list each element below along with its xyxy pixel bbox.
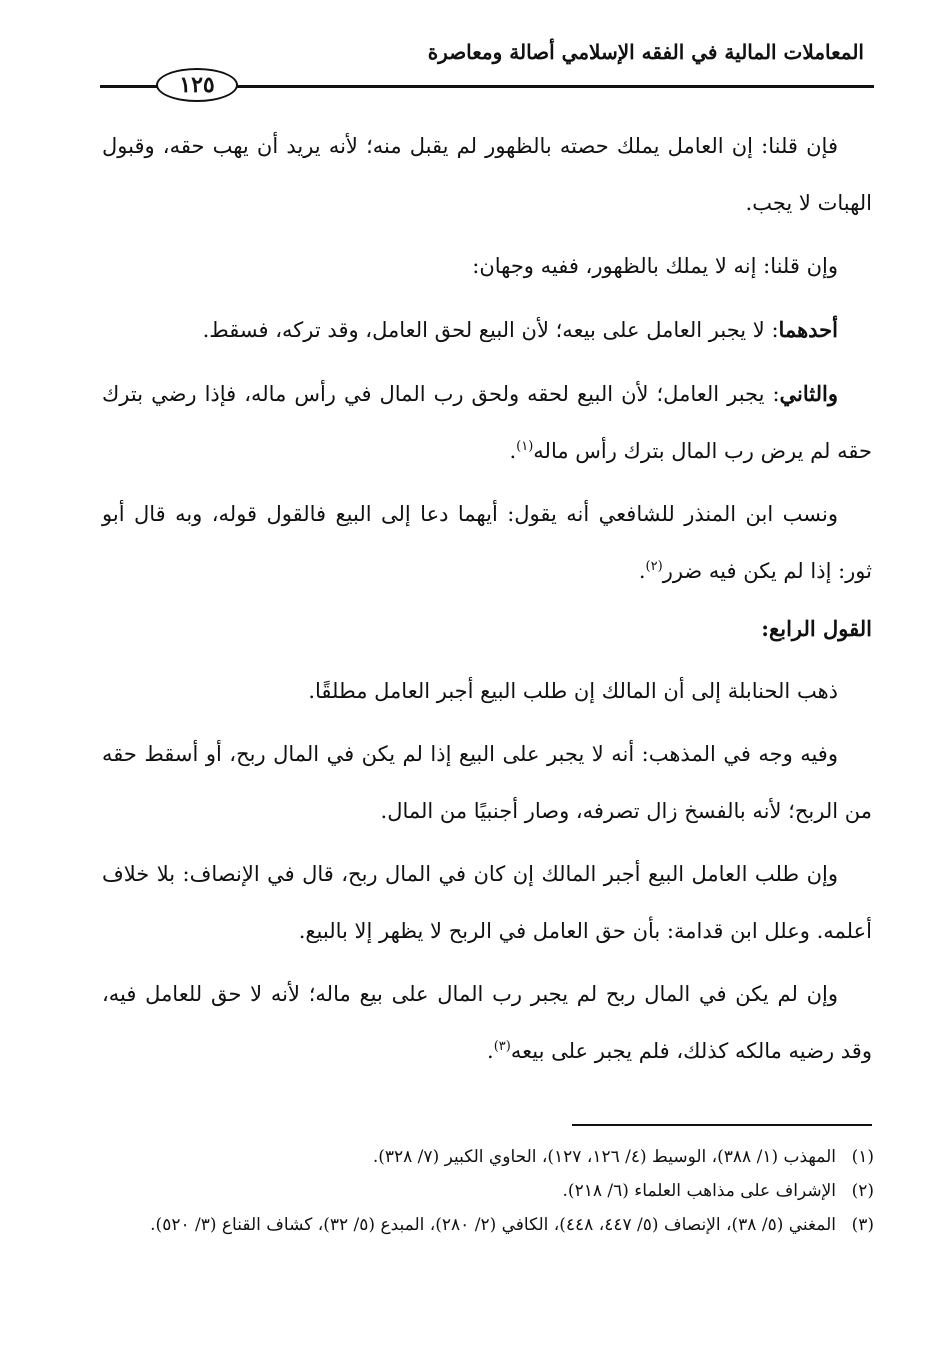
paragraph-4-lead: والثاني [779, 381, 838, 406]
paragraph-8: وإن طلب العامل البيع أجبر المالك إن كان في المال ربح، قال في الإنصاف: بلا خلاف أعلمه. وعلل ابن قدامة: بأن حق العامل في الربح لا يظهر إلا بالبيع. [102, 862, 872, 943]
paragraph-5-text: ونسب ابن المنذر للشافعي أنه يقول: أيهما دعا إلى البيع فالقول قوله، وبه قال أبو ثور: إذا لم يكن فيه ضرر [102, 502, 872, 583]
paragraph-3-text: : لا يجبر العامل على بيعه؛ لأن البيع لحق العامل، وقد تركه، فسقط. [202, 318, 779, 342]
footnote-2 [102, 1174, 874, 1208]
footnote-number: (١) [851, 1147, 874, 1167]
paragraph-4 [102, 365, 872, 480]
paragraph-2: وإن قلنا: إنه لا يملك بالظهور، ففيه وجهان: [472, 254, 838, 278]
footnote-number: (٣) [851, 1215, 874, 1235]
paragraph-9-text: وإن لم يكن في المال ربح لم يجبر رب المال على بيع ماله؛ لأنه لا حق للعامل فيه، وقد رضيه مالكه كذلك، فلم يجبر على بيعه [102, 982, 872, 1063]
main-text [102, 118, 872, 1080]
paragraph-4-end: . [509, 439, 517, 463]
page-number-oval [156, 68, 238, 102]
paragraph-1: فإن قلنا: إن العامل يملك حصته بالظهور لم يقبل منه؛ لأنه يريد أن يهب حقه، وقبول الهبات لا يجب. [102, 134, 872, 215]
footnotes [102, 1140, 874, 1242]
footnote-text: المغني (٥/ ٣٨)، الإنصاف (٥/ ٤٤٧، ٤٤٨)، الكافي (٢/ ٢٨٠)، المبدع (٥/ ٣٢)، كشاف القناع (٣/ ٥٢٠). [150, 1215, 836, 1235]
paragraph-4-text: : يجبر العامل؛ لأن البيع لحقه ولحق رب المال في رأس ماله، فإذا رضي بترك حقه لم يرض رب المال بترك رأس ماله [102, 382, 872, 463]
paragraph-9 [102, 966, 872, 1080]
paragraph-3 [102, 301, 872, 359]
footnote-text: المهذب (١/ ٣٨٨)، الوسيط (٤/ ١٢٦، ١٢٧)، الحاوي الكبير (٧/ ٣٢٨). [372, 1147, 836, 1167]
paragraph-6: ذهب الحنابلة إلى أن المالك إن طلب البيع أجبر العامل مطلقًا. [308, 679, 838, 703]
footnote-separator [572, 1124, 872, 1126]
footnote-text: الإشراف على مذاهب العلماء (٦/ ٢١٨). [562, 1181, 836, 1201]
paragraph-9-end: . [487, 1039, 494, 1063]
footnote-1 [102, 1140, 874, 1174]
paragraph-7: وفيه وجه في المذهب: أنه لا يجبر على البيع إذا لم يكن في المال ربح، أو أسقط حقه من الربح؛ لأنه بالفسخ زال تصرفه، وصار أجنبيًا من المال. [102, 742, 872, 823]
paragraph-3-lead: أحدهما [778, 317, 838, 342]
footnote-number: (٢) [851, 1181, 874, 1201]
footnote-3 [102, 1208, 874, 1242]
paragraph-5 [102, 486, 872, 600]
section-heading: القول الرابع: [761, 616, 872, 641]
footnote-ref-1: (١) [516, 439, 534, 454]
footnote-ref-2: (٢) [645, 559, 663, 574]
footnote-ref-3: (٣) [493, 1039, 511, 1054]
running-header-title: المعاملات المالية في الفقه الإسلامي أصالة ومعاصرة [427, 40, 864, 64]
paragraph-5-end: . [638, 559, 646, 583]
page-number: ١٢٥ [179, 72, 215, 98]
